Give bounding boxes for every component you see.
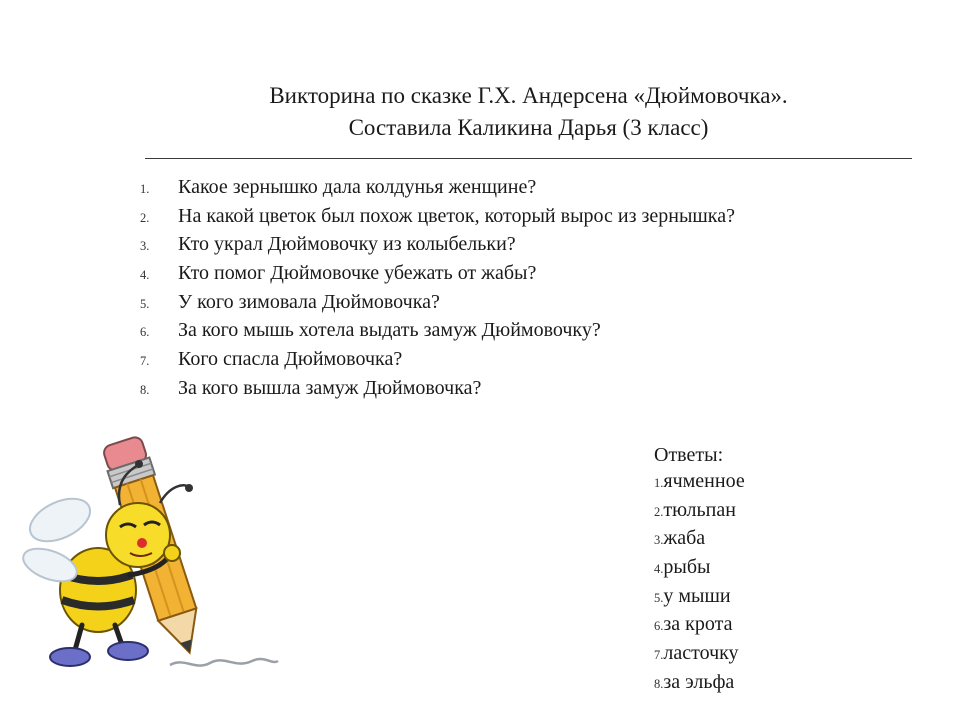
question-item [140,291,735,320]
title-line-1: Викторина по сказке Г.Х. Андерсена «Дюймовочка». [269,83,788,108]
question-list [140,176,735,406]
question-text: Кто помог Дюймовочке убежать от жабы? [178,262,537,285]
question-number: 3. [140,239,150,254]
answer-text: за эльфа [663,670,735,693]
question-text: Кого спасла Дюймовочка? [178,348,403,371]
question-item [140,377,735,406]
question-item [140,348,735,377]
bee-with-pencil-icon [20,425,280,685]
answer-item [654,499,745,528]
answer-number: 2. [654,504,664,519]
answer-number: 4. [654,562,664,577]
answers-title: Ответы: [654,444,724,466]
answer-item [654,642,745,671]
answer-text: у мыши [663,584,731,607]
title-line-2: Составила Каликина Дарья (3 класс) [348,115,709,140]
bee-shoe-icon [50,648,90,666]
answer-text: жаба [663,527,706,550]
answer-text: рыбы [663,556,711,579]
question-number: 2. [140,210,150,225]
question-text: За кого мышь хотела выдать замуж Дюймовочку? [178,319,601,342]
scribble-line [170,659,278,666]
answer-text: ласточку [663,642,739,665]
question-text: На какой цветок был похож цветок, который вырос из зернышка? [178,204,735,227]
question-text: За кого вышла замуж Дюймовочка? [178,376,482,399]
answers-section [654,440,745,700]
bee-head-icon [106,503,170,567]
answer-number: 1. [654,476,664,490]
answer-item [654,585,745,614]
answer-number: 6. [654,619,664,634]
question-number: 6. [140,325,150,340]
question-item [140,233,735,262]
question-text: Какое зернышко дала колдунья женщине? [178,176,537,198]
question-number: 8. [140,382,150,397]
question-number: 5. [140,296,150,311]
answer-list [654,470,745,700]
bee-wing-icon [23,490,96,550]
answer-item [654,470,745,499]
question-text: У кого зимовала Дюймовочка? [178,290,440,313]
answer-text: ячменное [663,470,745,492]
question-item [140,319,735,348]
answer-number: 3. [654,533,664,548]
question-item [140,205,735,234]
question-item [140,262,735,291]
question-text: Кто украл Дюймовочку из колыбельки? [178,233,516,256]
question-item [140,176,735,205]
answer-item [654,556,745,585]
answer-item [654,671,745,700]
question-number: 1. [140,182,150,196]
answer-item [654,613,745,642]
answer-item [654,527,745,556]
answer-number: 7. [654,648,664,663]
question-number: 7. [140,354,150,369]
answer-number: 5. [654,590,664,605]
bee-shoe-icon [108,642,148,660]
answer-text: тюльпан [663,498,736,521]
answer-number: 8. [654,676,664,691]
page-title [145,80,912,144]
question-number: 4. [140,268,150,283]
answer-text: за крота [663,613,733,636]
title-divider [145,158,912,159]
